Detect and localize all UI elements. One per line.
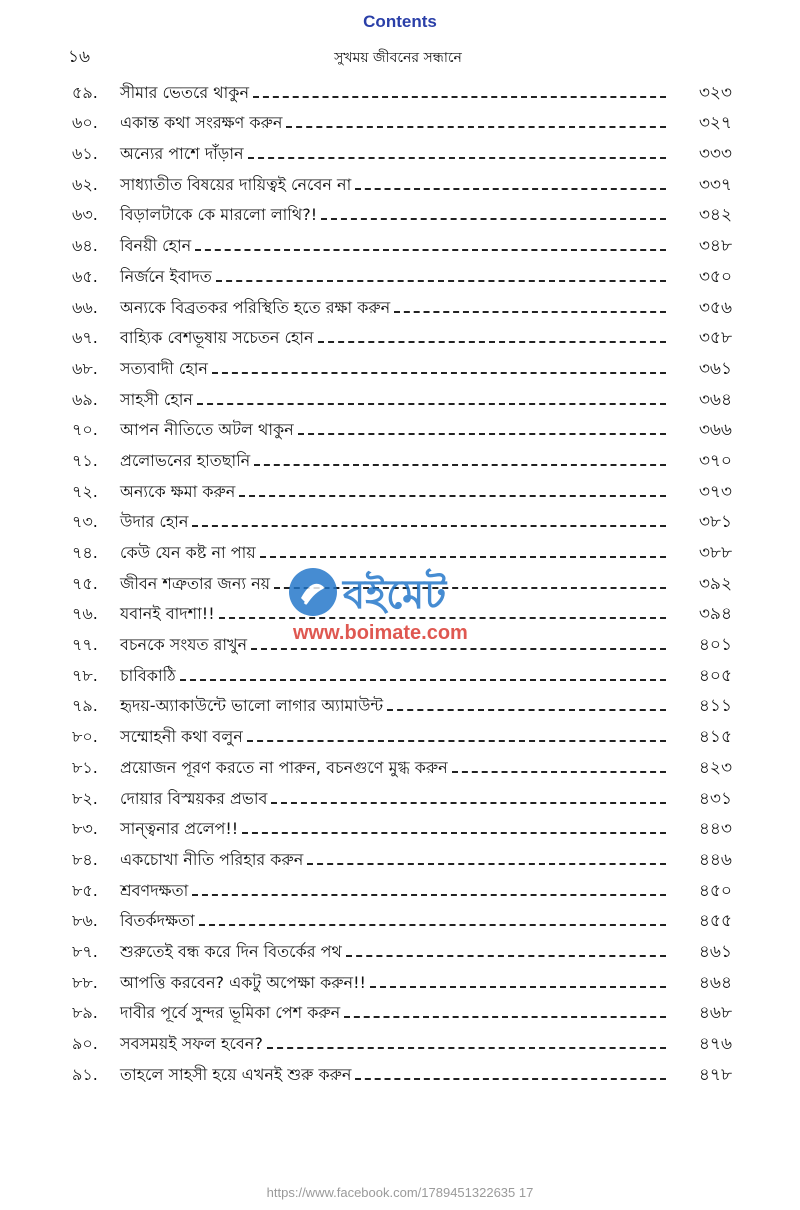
toc-leader-dashes [387,709,666,711]
toc-entry-page: ৩৩৩ [698,144,732,165]
toc-entry-title: দাবীর পূর্বে সুন্দর ভূমিকা পেশ করুন [120,1003,341,1023]
toc-entry-number: ৭১. [72,450,98,470]
toc-entry-number: ৭৪. [72,543,98,562]
toc-entry-number: ৭৮. [72,665,98,685]
toc-entry [72,471,732,502]
toc-entry-title: বিনয়ী হোন [120,236,192,256]
toc-entry [72,103,732,134]
toc-entry-title: বিতর্কদক্ষতা [120,911,195,931]
toc-entry-title: সবসময়ই সফল হবেন? [120,1034,263,1053]
toc-entry [72,655,732,686]
toc-entry [72,993,732,1024]
toc-entry-title: উদার হোন [120,512,189,532]
toc-entry [72,747,732,778]
toc-entry-number: ৬০. [72,113,98,133]
toc-entry-page: ৩৬৪ [698,389,732,410]
toc-entry-title: অন্যের পাশে দাঁড়ান [120,144,244,164]
toc-entry-title: সত্যবাদী হোন [120,358,208,378]
toc-entry-page: ৩৭৩ [698,481,732,502]
toc-entry [72,502,732,533]
toc-leader-dashes [239,495,666,497]
toc-leader-dashes [195,249,666,251]
toc-leader-dashes [344,1016,666,1018]
toc-entry-title: সাহসী হোন [120,389,193,409]
toc-leader-dashes [254,464,666,466]
toc-entry-page: ৩৪২ [698,205,732,226]
toc-entry [72,1023,732,1054]
toc-entry [72,716,732,747]
toc-entry-page: ৪৫৫ [698,911,732,932]
toc-entry-number: ৮৭. [72,941,98,961]
toc-entry-number: ৮৬. [72,911,98,931]
toc-entry-title: কেউ যেন কষ্ট না পায় [120,543,256,562]
toc-entry-number: ৮০. [72,727,98,747]
toc-entry [72,287,732,318]
toc-leader-dashes [248,157,666,159]
toc-entry-page: ৪৬১ [698,941,732,962]
toc-entry [72,440,732,471]
toc-entry-title: চাবিকাঠি [120,665,176,685]
toc-leader-dashes [370,986,666,988]
toc-entry [72,686,732,717]
toc-entry [72,318,732,349]
toc-entry-page: ৩৯২ [698,573,732,594]
toc-entry [72,225,732,256]
running-head: সুখময় জীবনের সন্ধানে [334,50,462,66]
toc-entry [72,348,732,379]
toc-leader-dashes [346,955,666,957]
toc-leader-dashes [355,188,666,190]
toc-entry-number: ৬৮. [72,358,98,378]
toc-entry [72,809,732,840]
toc-entry-page: ৩৬১ [698,358,732,379]
toc-entry-number: ৮৯. [72,1003,98,1023]
toc-entry-number: ৬৩. [72,205,98,225]
toc-leader-dashes [260,556,666,558]
toc-leader-dashes [192,894,666,896]
toc-leader-dashes [355,1078,666,1080]
toc-entry-title: শুরুতেই বন্ধ করে দিন বিতর্কের পথ [120,941,342,961]
toc-entry-number: ৬৬. [72,297,98,317]
watermark-url: www.boimate.com [293,622,468,644]
toc-leader-dashes [307,863,666,865]
toc-entry [72,133,732,164]
toc-entry-title: দোয়ার বিস্ময়কর প্রভাব [120,788,268,808]
toc-entry [72,931,732,962]
toc-entry-number: ৬৪. [72,236,98,256]
toc-entry-title: প্রয়োজন পূরণ করতে না পারুন, বচনগুণে মুগ্ধ করুন [120,757,448,777]
contents-title: Contents [363,12,437,31]
toc-entry-page: ৩২৩ [698,82,732,103]
toc-leader-dashes [286,126,666,128]
toc-entry-page: ৪৩১ [698,788,732,809]
toc-entry-number: ৭৭. [72,635,98,655]
toc-entry-page: ৪০১ [698,635,732,656]
toc-entry-number: ৮৪. [72,849,98,869]
toc-leader-dashes [271,802,666,804]
watermark [285,562,545,654]
toc-leader-dashes [242,832,666,834]
toc-entry-number: ৬২. [72,174,98,194]
toc-entry-page: ৩৮১ [698,512,732,533]
toc-entry-number: ৭২. [72,481,98,501]
toc-entry [72,962,732,993]
toc-entry-number: ৬৯. [72,389,98,409]
toc-entry [72,164,732,195]
toc-leader-dashes [253,96,666,98]
toc-entry-title: অন্যকে ক্ষমা করুন [120,481,236,501]
toc-entry-page: ৪৫০ [698,880,732,901]
page-header [68,42,728,70]
toc-entry-title: প্রলোভনের হাতছানি [120,450,251,470]
footer-url: https://www.facebook.com/1789451322635 17 [266,1185,534,1200]
toc-entry-title: হৃদয়-অ্যাকাউন্টে ভালো লাগার অ্যামাউন্ট [120,696,384,716]
toc-entry-title: শ্রবণদক্ষতা [120,880,189,900]
toc-entry-page: ৪৪৬ [698,849,732,870]
toc-entry [72,839,732,870]
toc-entry-number: ৭৫. [72,573,98,593]
toc-leader-dashes [452,771,666,773]
toc-entry-title: যবানই বাদশা!! [120,604,215,624]
toc-entry [72,379,732,410]
toc-entry [72,532,732,563]
toc-entry-title: সম্মোহনী কথা বলুন [120,727,243,747]
toc-entry [72,410,732,441]
toc-leader-dashes [197,403,666,405]
toc-leader-dashes [394,311,666,313]
toc-leader-dashes [267,1047,666,1049]
toc-entry-number: ৭০. [72,420,98,440]
toc-entry-page: ৪২৩ [698,757,732,778]
toc-leader-dashes [212,372,666,374]
toc-leader-dashes [298,433,666,435]
toc-entry-page: ৩৩৭ [698,174,732,195]
toc-leader-dashes [180,679,666,681]
toc-entry-page: ৩৭০ [698,450,732,471]
toc-entry-page: ৩৮৮ [698,543,732,563]
toc-leader-dashes [321,218,666,220]
toc-entry-number: ৮২. [72,788,98,808]
toc-entry-page: ৪৭৬ [698,1034,732,1054]
toc-entry [72,72,732,103]
toc-entry-number: ৭৬. [72,604,98,624]
toc-entry-title: জীবন শত্রুতার জন্য নয় [120,573,271,593]
toc-entry-title: একান্ত কথা সংরক্ষণ করুন [120,113,283,133]
toc-entry-page: ৪৭৮ [698,1064,732,1085]
boimate-logo-text: বইমেট [343,572,447,618]
toc-entry-number: ৭৩. [72,512,98,532]
toc-entry-number: ৫৯. [72,82,98,102]
toc-entry [72,256,732,287]
toc-entry [72,778,732,809]
page-number: ১৬ [68,47,91,67]
toc-entry-page: ৪০৫ [698,665,732,686]
toc-leader-dashes [247,740,666,742]
toc-entry-title: বচনকে সংযত রাখুন [120,635,248,655]
toc-entry-page: ৪১৫ [698,727,732,748]
toc-entry-title: বাহ্যিক বেশভূষায় সচেতন হোন [120,328,314,348]
toc-entry-number: ৮৫. [72,880,98,900]
toc-entry-title: নির্জনে ইবাদত [120,266,212,286]
toc-leader-dashes [192,525,666,527]
toc-entry [72,1054,732,1085]
toc-entry-number: ৬১. [72,144,98,164]
toc-entry [72,870,732,901]
toc-leader-dashes [216,280,666,282]
toc-entry-page: ৪৪৩ [698,819,732,840]
toc-entry-number: ৯০. [72,1034,98,1053]
toc-entry-page: ৩২৭ [698,113,732,134]
toc-entry-title: সীমার ভেতরে থাকুন [120,82,250,102]
toc-entry-title: অন্যকে বিব্রতকর পরিস্থিতি হতে রক্ষা করুন [120,297,391,317]
toc-entry-page: ৩৬৬ [698,420,732,441]
toc-entry-number: ৭৯. [72,696,98,716]
toc-entry-title: সাধ্যাতীত বিষয়ের দায়িত্বই নেবেন না [120,174,352,194]
toc-entry-number: ৮১. [72,757,98,777]
toc-entry-title: বিড়ালটাকে কে মারলো লাথি?! [120,205,318,225]
toc-entry-page: ৩৫০ [698,266,732,287]
toc-entry-page: ৪৬৪ [698,972,732,993]
toc-entry-title: সান্ত্বনার প্রলেপ!! [120,819,239,839]
toc-entry [72,901,732,932]
toc-entry-title: আপন নীতিতে অটল থাকুন [120,420,294,440]
toc-entry-page: ৩৫৬ [698,297,732,318]
toc-entry-number: ৬৭. [72,328,98,348]
toc-entry-page: ৩৪৮ [698,236,732,257]
toc-entry-number: ৯১. [72,1064,98,1084]
toc-entry-number: ৮৮. [72,972,98,992]
toc-entry-number: ৮৩. [72,819,98,839]
toc-entry-page: ৩৫৮ [698,328,732,349]
toc-entry-page: ৩৯৪ [698,604,732,625]
toc-leader-dashes [199,924,666,926]
toc-entry-title: একচোখা নীতি পরিহার করুন [120,849,304,869]
toc-entry-title: তাহলে সাহসী হয়ে এখনই শুরু করুন [120,1064,352,1084]
toc-entry [72,195,732,226]
boimate-logo [285,562,535,622]
toc-entry-page: ৪১১ [698,696,732,717]
toc-entry-number: ৬৫. [72,266,98,286]
toc-entry-page: ৪৬৮ [698,1003,732,1024]
toc-leader-dashes [318,341,666,343]
toc-entry-title: আপত্তি করবেন? একটু অপেক্ষা করুন!! [120,972,366,992]
